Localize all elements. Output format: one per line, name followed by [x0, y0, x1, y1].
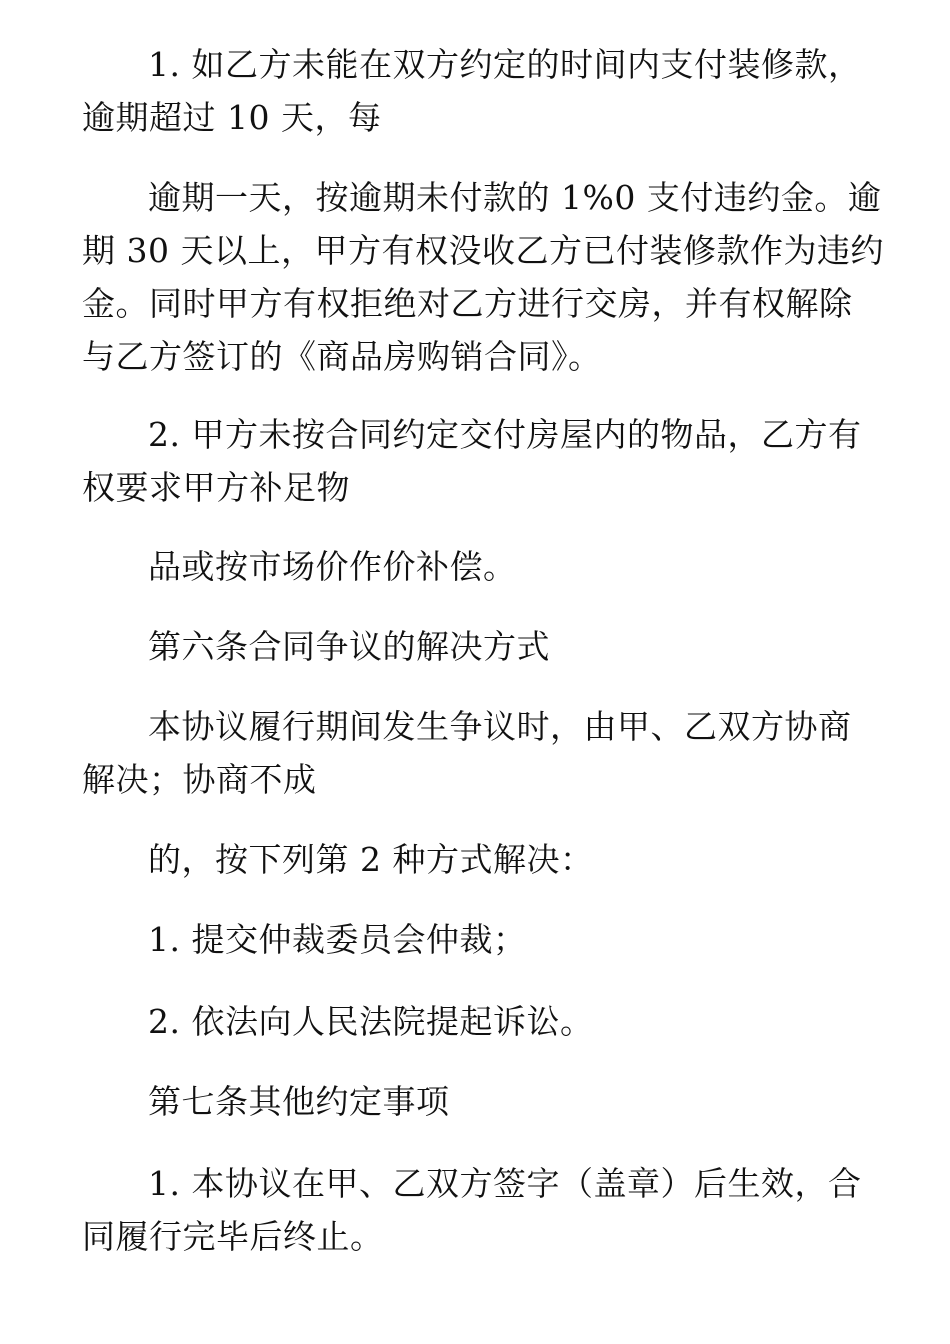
text-line: 金。同时甲方有权拒绝对乙方进行交房，并有权解除	[82, 284, 853, 323]
text-line: 权要求甲方补足物	[82, 468, 350, 507]
section-heading-article-6	[82, 620, 872, 673]
text-line: 解决；协商不成	[82, 760, 317, 799]
text-line: 逾期一天，按逾期未付款的 1%0 支付违约金。逾	[148, 178, 882, 217]
paragraph-items-delivery	[82, 408, 872, 514]
text-line: 本协议履行期间发生争议时，由甲、乙双方协商	[148, 707, 852, 746]
text-line: 1. 本协议在甲、乙双方签字（盖章）后生效，合	[148, 1164, 862, 1203]
paragraph-late-payment	[82, 38, 872, 144]
paragraph-compensation	[82, 540, 872, 593]
text-line: 2. 甲方未按合同约定交付房屋内的物品，乙方有	[148, 415, 862, 454]
list-item-litigation	[82, 995, 872, 1048]
section-heading-article-7	[82, 1075, 872, 1128]
paragraph-penalty	[82, 171, 884, 383]
text-line: 品或按市场价作价补偿。	[148, 547, 517, 586]
text-line: 第七条其他约定事项	[148, 1082, 450, 1121]
paragraph-effectiveness	[82, 1157, 872, 1263]
text-line: 与乙方签订的《商品房购销合同》。	[82, 337, 602, 376]
text-line: 第六条合同争议的解决方式	[148, 627, 550, 666]
text-line: 的，按下列第 2 种方式解决：	[148, 840, 594, 879]
text-line: 同履行完毕后终止。	[82, 1217, 384, 1256]
text-line: 1. 提交仲裁委员会仲裁；	[148, 920, 527, 959]
paragraph-resolution-method	[82, 833, 872, 886]
text-line: 逾期超过 10 天，每	[82, 98, 382, 137]
text-line: 2. 依法向人民法院提起诉讼。	[148, 1002, 594, 1041]
paragraph-dispute	[82, 700, 872, 806]
list-item-arbitration	[82, 913, 872, 966]
text-line: 1. 如乙方未能在双方约定的时间内支付装修款，	[148, 45, 862, 84]
text-line: 期 30 天以上，甲方有权没收乙方已付装修款作为违约	[82, 231, 884, 270]
